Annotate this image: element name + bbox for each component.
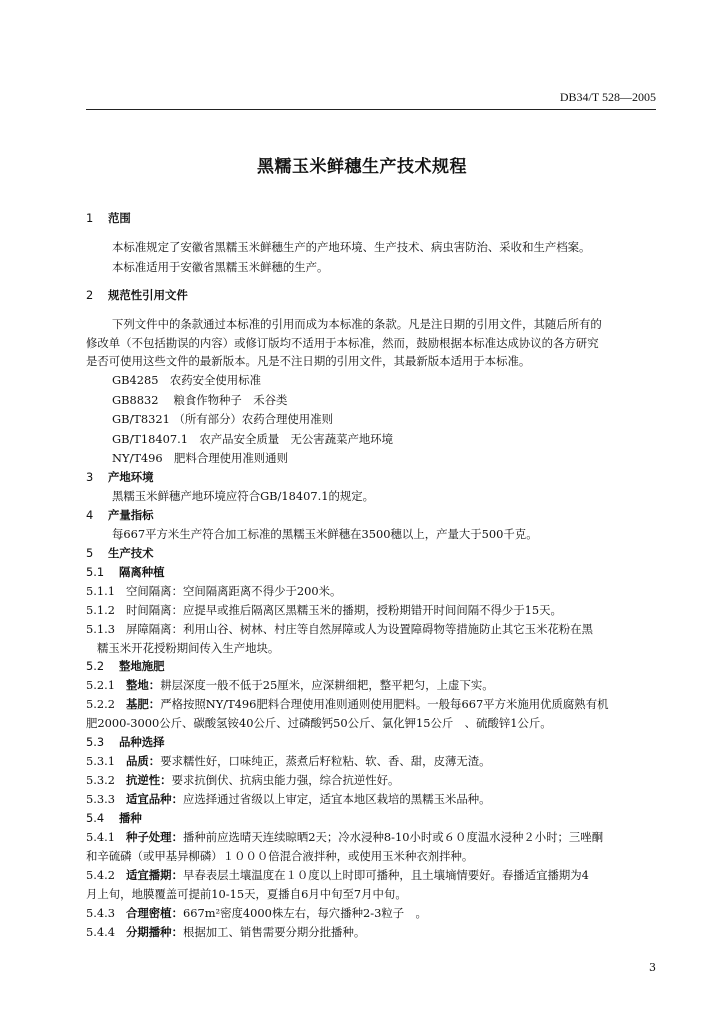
paragraph: 本标准规定了安徽省黑糯玉米鲜穗生产的产地环境、生产技术、病虫害防治、采收和生产档案。: [112, 240, 591, 254]
clause-label: 抗逆性：: [126, 773, 172, 787]
section-title: 产地环境: [108, 470, 154, 484]
clause-5-1-2: [86, 602, 562, 618]
section-1-heading: [86, 210, 131, 226]
clause-5-2-1: [86, 677, 494, 693]
clause-text: 根据加工、销售需要分期分批播种。: [182, 925, 366, 939]
paragraph: 是否可使用这些文件的最新版本。凡是不注日期的引用文件，其最新版本适用于本标准。: [86, 354, 531, 368]
section-4-heading: [86, 507, 154, 523]
paragraph: 下列文件中的条款通过本标准的引用而成为本标准的条款。凡是注日期的引用文件，其随后所有的: [112, 317, 602, 331]
clause-5-3-2: [86, 772, 399, 788]
section-number: 2: [86, 288, 94, 302]
clause-text: 播种前应选晴天连续晾晒2天；冷水浸种8-10小时或６０度温水浸种２小时；三唑酮: [182, 830, 604, 844]
section-title: 整地施肥: [119, 659, 165, 673]
clause-5-2-2: [86, 696, 608, 712]
clause-text: 应选择通过省级以上审定，适宜本地区栽培的黑糯玉米品种。: [182, 792, 491, 806]
section-5-heading: [86, 545, 154, 561]
paragraph: 修改单（不包括勘误的内容）或修订版均不适用于本标准，然而，鼓励根据本标准达成协议的各方研究: [86, 336, 599, 350]
clause-text: 667m²密度4000株左右，每穴播种2-3粒子 。: [182, 906, 427, 920]
subsection-5-2-heading: [86, 658, 165, 674]
clause-5-3-3: [86, 791, 491, 807]
clause-text: 空间隔离：空间隔离距离不得少于200米。: [126, 584, 342, 598]
clause-text: 耕层深度一般不低于25厘米，应深耕细耙，整平耙匀，上虚下实。: [160, 678, 494, 692]
section-title: 品种选择: [119, 735, 165, 749]
paragraph: 每667平方米生产符合加工标准的黑糯玉米鲜穗在3500穗以上，产量大于500千克。: [112, 527, 538, 541]
section-title: 隔离种植: [119, 565, 165, 579]
clause-5-3-1: [86, 753, 491, 769]
clause-5-4-2: [86, 867, 589, 883]
clause-number: 5.2.1: [86, 678, 115, 692]
clause-number: 5.1.3: [86, 622, 115, 636]
clause-5-1-1: [86, 583, 341, 599]
section-number: 1: [86, 211, 94, 225]
clause-label: 适宜品种：: [126, 792, 183, 806]
clause-number: 5.1.1: [86, 584, 115, 598]
clause-5-4-3: [86, 905, 427, 921]
section-number: 5.3: [86, 735, 105, 749]
reference-item: GB4285 农药安全使用标准: [112, 373, 261, 387]
subsection-5-1-heading: [86, 564, 165, 580]
section-number: 5: [86, 546, 94, 560]
section-number: 5.2: [86, 659, 105, 673]
clause-text: 时间隔离：应提早或推后隔离区黑糯玉米的播期，授粉期错开时间间隔不得少于15天。: [126, 603, 562, 617]
reference-item: GB/T18407.1 农产品安全质量 无公害蔬菜产地环境: [112, 432, 394, 446]
clause-5-4-1: [86, 829, 603, 845]
clause-label: 品质：: [126, 754, 161, 768]
clause-number: 5.3.2: [86, 773, 115, 787]
clause-label: 适宜播期：: [126, 868, 183, 882]
section-title: 产量指标: [108, 508, 154, 522]
reference-item: NY/T496 肥料合理使用准则通则: [112, 451, 288, 465]
clause-5-1-3: [86, 621, 593, 637]
clause-number: 5.3.1: [86, 754, 115, 768]
section-title: 范围: [108, 211, 131, 225]
section-2-heading: [86, 287, 188, 303]
clause-label: 分期播种：: [126, 925, 183, 939]
clause-text: 要求抗倒伏、抗病虫能力强，综合抗逆性好。: [171, 773, 400, 787]
document-title: 黑糯玉米鲜穗生产技术规程: [257, 157, 467, 177]
clause-continuation: 月上旬，地膜覆盖可提前10-15天，夏播自6月中旬至7月中旬。: [86, 887, 407, 901]
header-rule: [86, 109, 656, 110]
clause-number: 5.3.3: [86, 792, 115, 806]
subsection-5-3-heading: [86, 734, 165, 750]
clause-continuation: 肥2000-3000公斤、碳酸氢铵40公斤、过磷酸钙50公斤、氯化钾15公斤 、硫酸锌1公斤。: [86, 716, 552, 730]
clause-5-4-4: [86, 924, 365, 940]
clause-label: 种子处理：: [126, 830, 183, 844]
clause-continuation: 和辛硫磷（或甲基异柳磷）１０００倍混合液拌种，或使用玉米种衣剂拌种。: [86, 849, 474, 863]
clause-label: 基肥：: [126, 697, 161, 711]
reference-item: GB8832 粮食作物种子 禾谷类: [112, 393, 288, 407]
section-number: 5.4: [86, 811, 105, 825]
clause-continuation: 糯玉米开花授粉期间传入生产地块。: [97, 641, 280, 655]
clause-text: 早春表层土壤温度在１０度以上时即可播种，且土壤墒情要好。春播适宜播期为4: [182, 868, 589, 882]
reference-item: GB/T8321 （所有部分）农药合理使用准则: [112, 412, 333, 426]
section-number: 5.1: [86, 565, 105, 579]
section-number: 4: [86, 508, 94, 522]
clause-number: 5.4.4: [86, 925, 115, 939]
section-3-heading: [86, 469, 154, 485]
subsection-5-4-heading: [86, 810, 142, 826]
paragraph: 本标准适用于安徽省黑糯玉米鲜穗的生产。: [112, 260, 329, 274]
clause-number: 5.4.2: [86, 868, 115, 882]
page-number: 3: [649, 961, 656, 974]
clause-number: 5.1.2: [86, 603, 115, 617]
paragraph: 黑糯玉米鲜穗产地环境应符合GB/18407.1的规定。: [112, 489, 375, 503]
clause-number: 5.2.2: [86, 697, 115, 711]
clause-text: 要求糯性好，口味纯正，蒸煮后籽粒粘、软、香、甜，皮薄无渣。: [160, 754, 491, 768]
clause-label: 合理密植：: [126, 906, 183, 920]
section-title: 规范性引用文件: [108, 288, 188, 302]
section-title: 播种: [119, 811, 142, 825]
clause-text: 严格按照NY/T496肥料合理使用准则通则使用肥料。一般每667平方米施用优质腐熟有机: [160, 697, 609, 711]
clause-label: 整地：: [126, 678, 161, 692]
clause-number: 5.4.1: [86, 830, 115, 844]
clause-number: 5.4.3: [86, 906, 115, 920]
clause-text: 屏障隔离：利用山谷、树林、村庄等自然屏障或人为设置障碍物等措施防止其它玉米花粉在黑: [126, 622, 594, 636]
section-number: 3: [86, 470, 94, 484]
standard-number: DB34/T 528—2005: [559, 90, 656, 104]
section-title: 生产技术: [108, 546, 154, 560]
